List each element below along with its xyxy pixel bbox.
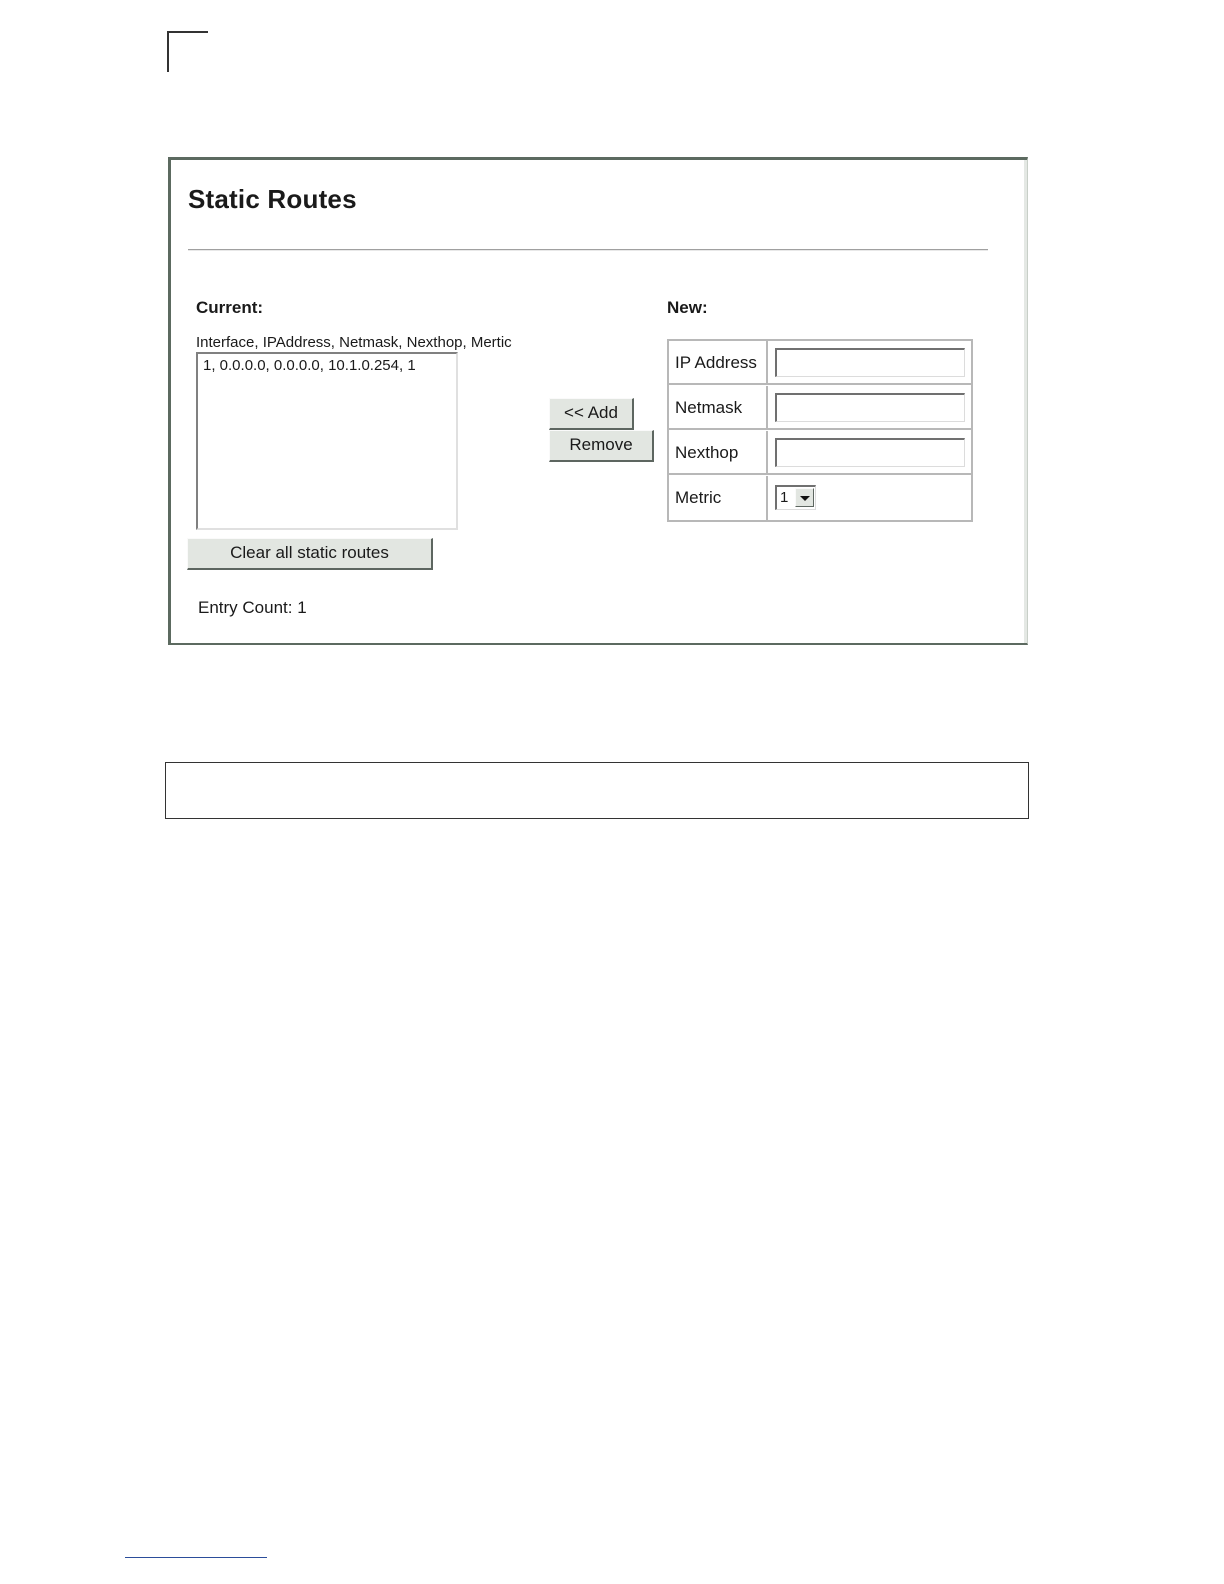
netmask-label: Netmask bbox=[675, 398, 743, 417]
nexthop-label: Nexthop bbox=[675, 443, 739, 462]
nexthop-input[interactable] bbox=[775, 438, 965, 467]
row-divider bbox=[766, 431, 768, 473]
current-heading: Current: bbox=[196, 298, 264, 317]
route-columns-caption: Interface, IPAddress, Netmask, Nexthop, Mertic bbox=[196, 334, 512, 351]
metric-row bbox=[669, 476, 971, 521]
remove-button[interactable]: Remove bbox=[549, 430, 654, 462]
footer-rule bbox=[125, 1557, 267, 1558]
title-divider bbox=[188, 249, 988, 251]
static-routes-panel bbox=[168, 157, 1028, 645]
row-divider bbox=[766, 341, 768, 383]
netmask-input[interactable] bbox=[775, 393, 965, 422]
netmask-row bbox=[669, 386, 971, 430]
metric-selected-value: 1 bbox=[780, 489, 789, 506]
metric-label: Metric bbox=[675, 488, 722, 507]
row-divider bbox=[766, 476, 768, 521]
ip-address-label: IP Address bbox=[675, 353, 757, 372]
entry-count: Entry Count: 1 bbox=[198, 598, 307, 617]
clear-all-static-routes-button[interactable]: Clear all static routes bbox=[187, 538, 433, 570]
page-title: Static Routes bbox=[188, 184, 357, 214]
current-routes-list[interactable] bbox=[196, 352, 458, 530]
ip-address-row bbox=[669, 341, 971, 385]
add-button[interactable]: << Add bbox=[549, 398, 634, 430]
new-heading: New: bbox=[667, 298, 708, 317]
route-list-item[interactable]: 1, 0.0.0.0, 0.0.0.0, 10.1.0.254, 1 bbox=[203, 357, 416, 374]
row-divider bbox=[766, 386, 768, 428]
metric-dropdown-button[interactable] bbox=[795, 488, 814, 507]
chevron-down-icon bbox=[800, 496, 810, 501]
nexthop-row bbox=[669, 431, 971, 475]
ip-address-input[interactable] bbox=[775, 348, 965, 377]
new-route-form bbox=[667, 339, 973, 522]
metric-select[interactable] bbox=[775, 485, 816, 510]
caption-box bbox=[165, 762, 1029, 819]
crop-mark bbox=[167, 31, 208, 72]
